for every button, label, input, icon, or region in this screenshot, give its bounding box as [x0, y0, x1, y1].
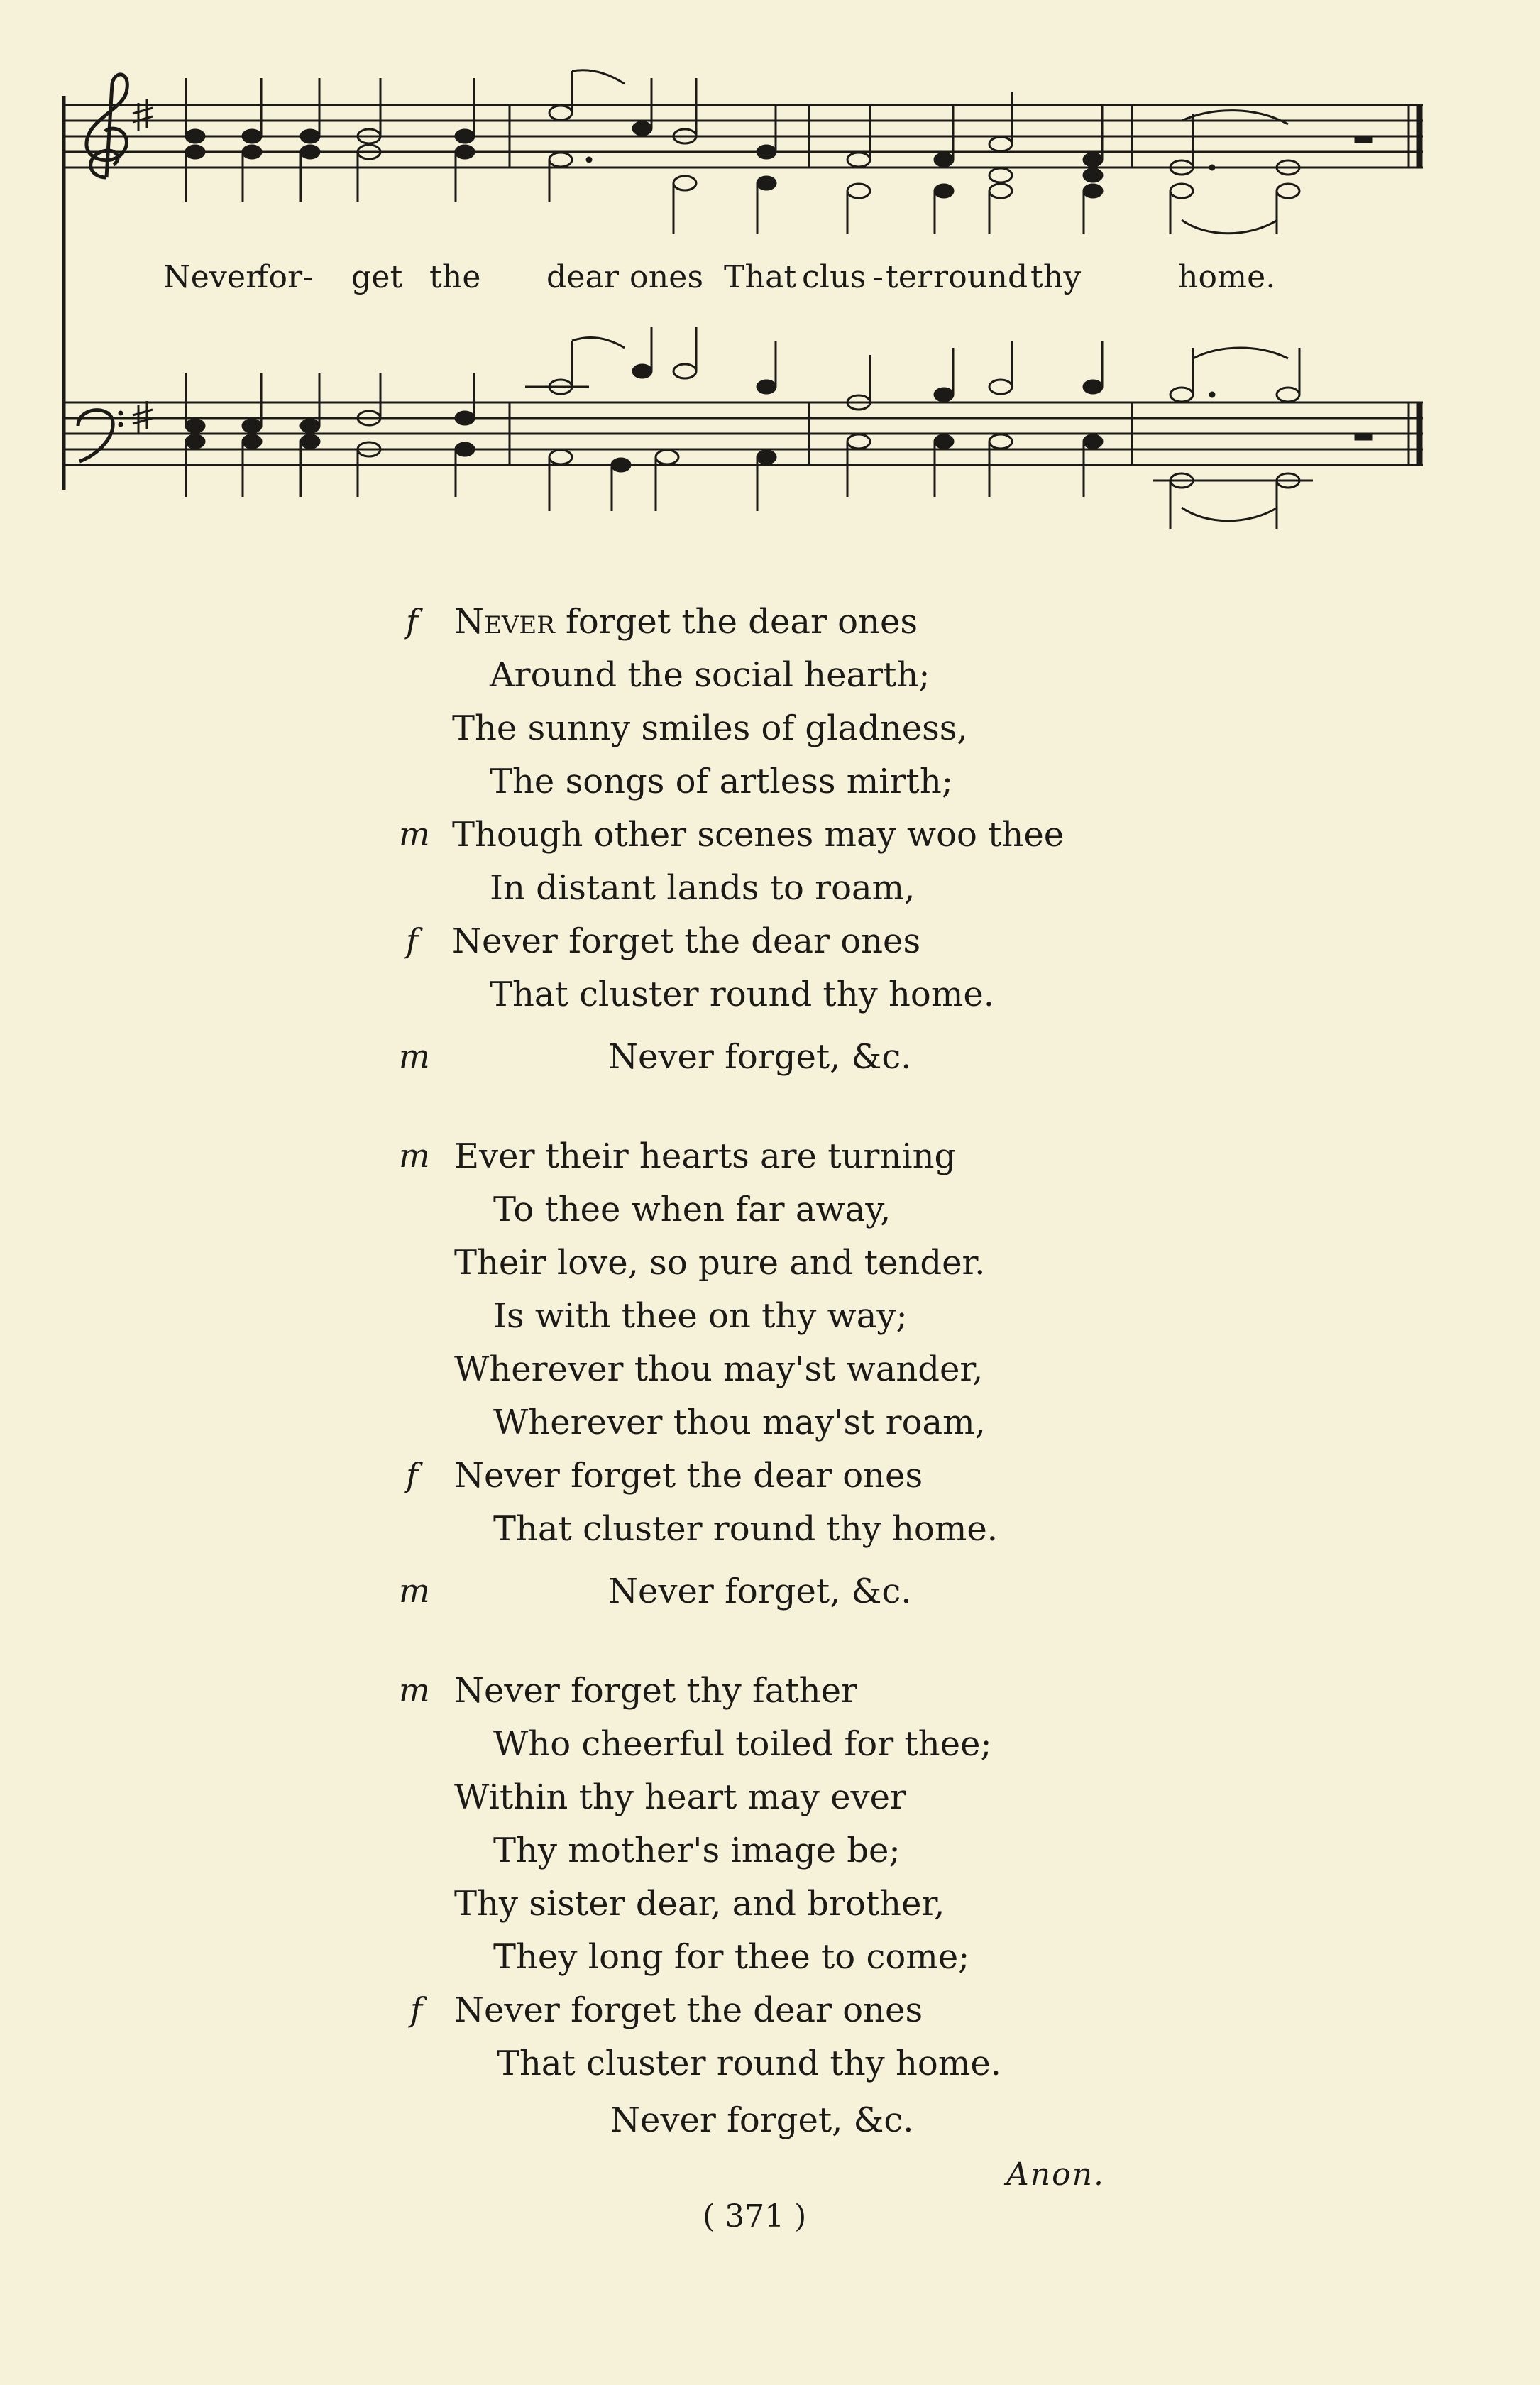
dynamic-mark: f	[406, 921, 419, 960]
verse-line-text: forget the dear ones	[554, 602, 918, 642]
verse-line: Is with thee on thy way;	[493, 1296, 908, 1336]
bass-staff	[64, 402, 1423, 465]
verse-line: They long for thee to come;	[493, 1937, 970, 1977]
dynamic-mark: m	[399, 815, 430, 853]
treble-staff	[64, 105, 1423, 168]
verse-line: Ever their hearts are turning	[454, 1136, 957, 1176]
underlay-syllable: ter	[886, 259, 933, 295]
verse-line: That cluster round thy home.	[490, 975, 994, 1014]
verse-line: That cluster round thy home.	[493, 1509, 998, 1549]
verse-line: Their love, so pure and tender.	[454, 1243, 986, 1283]
verse-line: Thy sister dear, and brother,	[454, 1884, 945, 1924]
underlay-syllable: ones	[629, 259, 704, 295]
underlay-syllable: get	[351, 259, 403, 295]
verse-line: Never forget thy father	[454, 1671, 857, 1711]
verse-line: Around the social hearth;	[490, 655, 930, 695]
underlay-syllable: clus	[802, 259, 867, 295]
dynamic-mark: f	[406, 602, 419, 640]
dynamic-mark: m	[399, 1037, 430, 1075]
dynamic-mark: m	[399, 1671, 430, 1709]
underlay-syllable: the	[429, 259, 481, 295]
dynamic-mark: f	[406, 1456, 419, 1494]
verse-line	[454, 602, 918, 642]
verse-line: Though other scenes may woo thee	[452, 815, 1065, 855]
refrain-line: Never forget, &c.	[610, 2100, 914, 2140]
verse-line: Never forget the dear ones	[454, 1990, 923, 2030]
verse-line: Wherever thou may'st roam,	[493, 1403, 986, 1442]
underlay-syllable: for-	[257, 259, 314, 295]
refrain-line: Never forget, &c.	[608, 1037, 912, 1077]
dynamic-mark: m	[399, 1136, 430, 1175]
underlay-syllable: thy	[1030, 259, 1082, 295]
underlay-syllable: round	[933, 259, 1028, 295]
underlay-syllable: dear	[546, 259, 620, 295]
underlay-syllable: That	[724, 259, 797, 295]
verse-line: The sunny smiles of gladness,	[452, 708, 968, 748]
verse-line: Thy mother's image be;	[493, 1831, 901, 1870]
dynamic-mark: m	[399, 1572, 430, 1610]
verse-line: Never forget the dear ones	[454, 1456, 923, 1496]
verse-line: That cluster round thy home.	[497, 2044, 1001, 2083]
verse-line: Who cheerful toiled for thee;	[493, 1724, 992, 1764]
verse-line: Never forget the dear ones	[452, 921, 921, 961]
verse-line: The songs of artless mirth;	[490, 762, 953, 801]
verse-line: In distant lands to roam,	[490, 868, 915, 908]
verse-line: Within thy heart may ever	[454, 1777, 906, 1817]
underlay-syllable: -	[873, 259, 884, 295]
bass-notes	[186, 327, 1371, 529]
underlay-syllable: home.	[1178, 259, 1276, 295]
dynamic-mark: f	[410, 1990, 423, 2029]
verse-line: Wherever thou may'st wander,	[454, 1349, 984, 1389]
verse-lead-word: Never	[454, 602, 555, 642]
author-credit: Anon.	[1006, 2156, 1105, 2193]
page-number: ( 371 )	[703, 2198, 807, 2235]
refrain-line: Never forget, &c.	[608, 1572, 912, 1611]
verse-line: To thee when far away,	[493, 1190, 891, 1229]
underlay-syllable: Never	[163, 259, 261, 295]
